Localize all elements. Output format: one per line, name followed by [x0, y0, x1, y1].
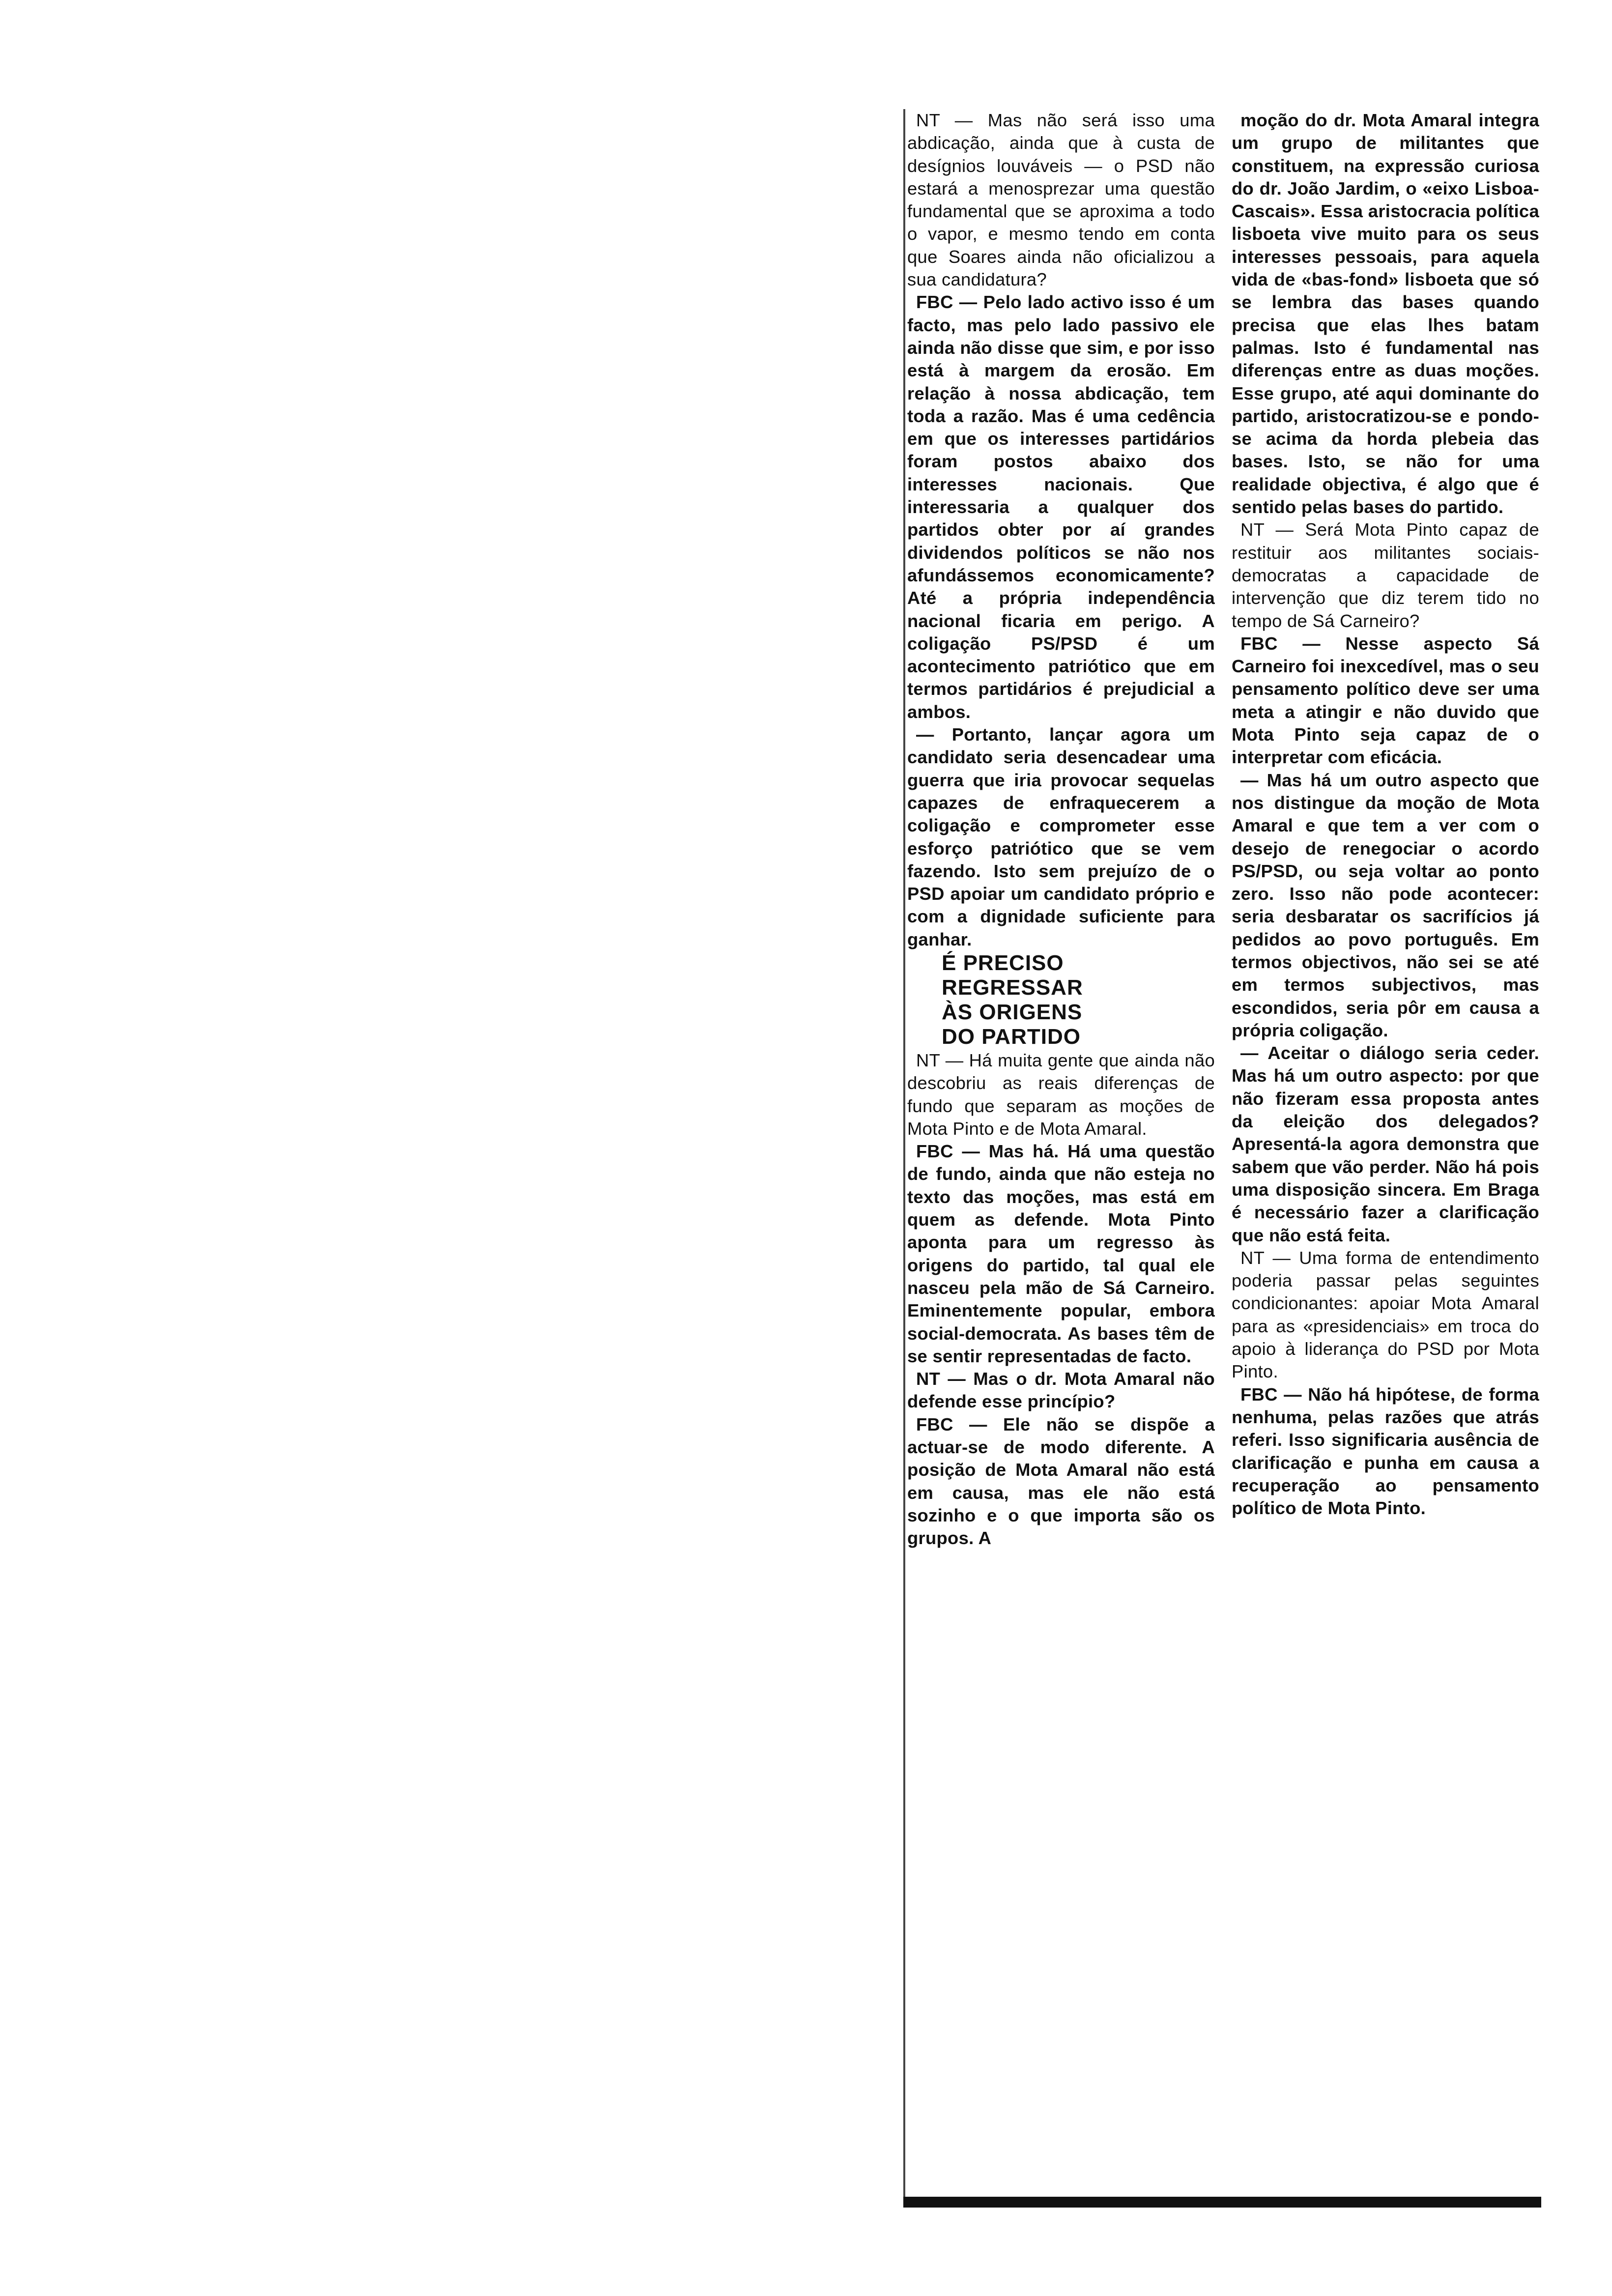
- bottom-rule: [903, 2197, 1541, 2208]
- paragraph: FBC — Não há hipótese, de forma nenhuma, pelas razões que atrás referi. Isso significaria ausência de clarificação e punha em causa a recuperação ao pensamento político de Mota Pinto.: [1232, 1384, 1539, 1519]
- paragraph: NT — Será Mota Pinto capaz de restituir aos militantes sociais-democratas a capacidade de intervenção que diz terem tido no tempo de Sá Carneiro?: [1232, 519, 1539, 631]
- section-heading: [907, 951, 1215, 1049]
- paragraph: — Aceitar o diálogo seria ceder. Mas há um outro aspecto: por que não fizeram essa proposta antes da eleição dos delegados? Apresentá-la agora demonstra que sabem que vão perder. Não há pois uma disposição sincera. Em Braga é necessário fazer a clarificação que não está feita.: [1232, 1043, 1539, 1245]
- paragraph: — Mas há um outro aspecto que nos distingue da moção de Mota Amaral e que tem a ver com o desejo de renegociar o acordo PS/PSD, ou seja voltar ao ponto zero. Isso não pode acontecer: seria desbaratar os sacrifícios já pedidos ao povo português. Em termos objectivos, não sei se até em termos subjectivos, mas escondidos, seria pôr em causa a própria coligação.: [1232, 770, 1539, 1040]
- paragraph: FBC — Ele não se dispõe a actuar-se de modo diferente. A posição de Mota Amaral não está em causa, mas ele não está sozinho e o que importa são os grupos. A: [907, 1414, 1215, 1549]
- paragraph: FBC — Pelo lado activo isso é um facto, mas pelo lado passivo ele ainda não disse que sim, e por isso está à margem da erosão. Em relação à nossa abdicação, tem toda a razão. Mas é uma cedência em que os interesses partidários foram postos abaixo dos interesses nacionais. Que interessaria a qualquer dos partidos obter por aí grandes dividendos políticos se não nos afundássemos economicamente? Até a própria independência nacional ficaria em perigo. A coligação PS/PSD é um acontecimento patriótico que em termos partidários é prejudicial a ambos.: [907, 292, 1215, 722]
- left-column: [907, 109, 1215, 1550]
- paragraph: NT — Uma forma de entendimento poderia passar pelas seguintes condicionantes: apoiar Mota Amaral para as «presidenciais» em troca do apoio à liderança do PSD por Mota Pinto.: [1232, 1247, 1539, 1382]
- right-column: [1232, 109, 1539, 1520]
- paragraph: NT — Há muita gente que ainda não descobriu as reais diferenças de fundo que separam as moções de Mota Pinto e de Mota Amaral.: [907, 1050, 1215, 1139]
- clipping-left-edge: [903, 109, 905, 2208]
- heading-line: ÀS ORIGENS: [942, 1000, 1083, 1024]
- heading-line: DO PARTIDO: [942, 1024, 1081, 1049]
- paragraph: FBC — Nesse aspecto Sá Carneiro foi inexcedível, mas o seu pensamento político deve ser uma meta a atingir e não duvido que Mota Pinto seja capaz de o interpretar com eficácia.: [1232, 633, 1539, 768]
- paragraph: FBC — Mas há. Há uma questão de fundo, ainda que não esteja no texto das moções, mas está em quem as defende. Mota Pinto aponta para um regresso às origens do partido, tal qual ele nasceu pela mão de Sá Carneiro. Eminentemente popular, embora social-democrata. As bases têm de se sentir representadas de facto.: [907, 1141, 1215, 1366]
- paragraph: NT — Mas não será isso uma abdicação, ainda que à custa de desígnios louváveis — o PSD não estará a menosprezar uma questão fundamental que se aproxima a todo o vapor, e mesmo tendo em conta que Soares ainda não oficializou a sua candidatura?: [907, 110, 1215, 290]
- paragraph: NT — Mas o dr. Mota Amaral não defende esse princípio?: [907, 1369, 1215, 1412]
- heading-line: REGRESSAR: [942, 975, 1083, 1000]
- heading-line: É PRECISO: [942, 950, 1064, 975]
- paragraph: — Portanto, lançar agora um candidato seria desencadear uma guerra que iria provocar sequelas capazes de enfraquecerem a coligação e comprometer esse esforço patriótico que se vem fazendo. Isto sem prejuízo de o PSD apoiar um candidato próprio e com a dignidade suficiente para ganhar.: [907, 724, 1215, 949]
- newspaper-clipping: [903, 109, 1541, 2208]
- paragraph: moção do dr. Mota Amaral integra um grupo de militantes que constituem, na expressão curiosa do dr. João Jardim, o «eixo Lisboa-Cascais». Essa aristocracia política lisboeta vive muito para os seus interesses pessoais, para aquela vida de «bas-fond» lisboeta que só se lembra das bases quando precisa que elas lhes batam palmas. Isto é fundamental nas diferenças entre as duas moções. Esse grupo, até aqui dominante do partido, aristocratizou-se e pondo-se acima da horda plebeia das bases. Isto, se não for uma realidade objectiva, é algo que é sentido pelas bases do partido.: [1232, 110, 1539, 517]
